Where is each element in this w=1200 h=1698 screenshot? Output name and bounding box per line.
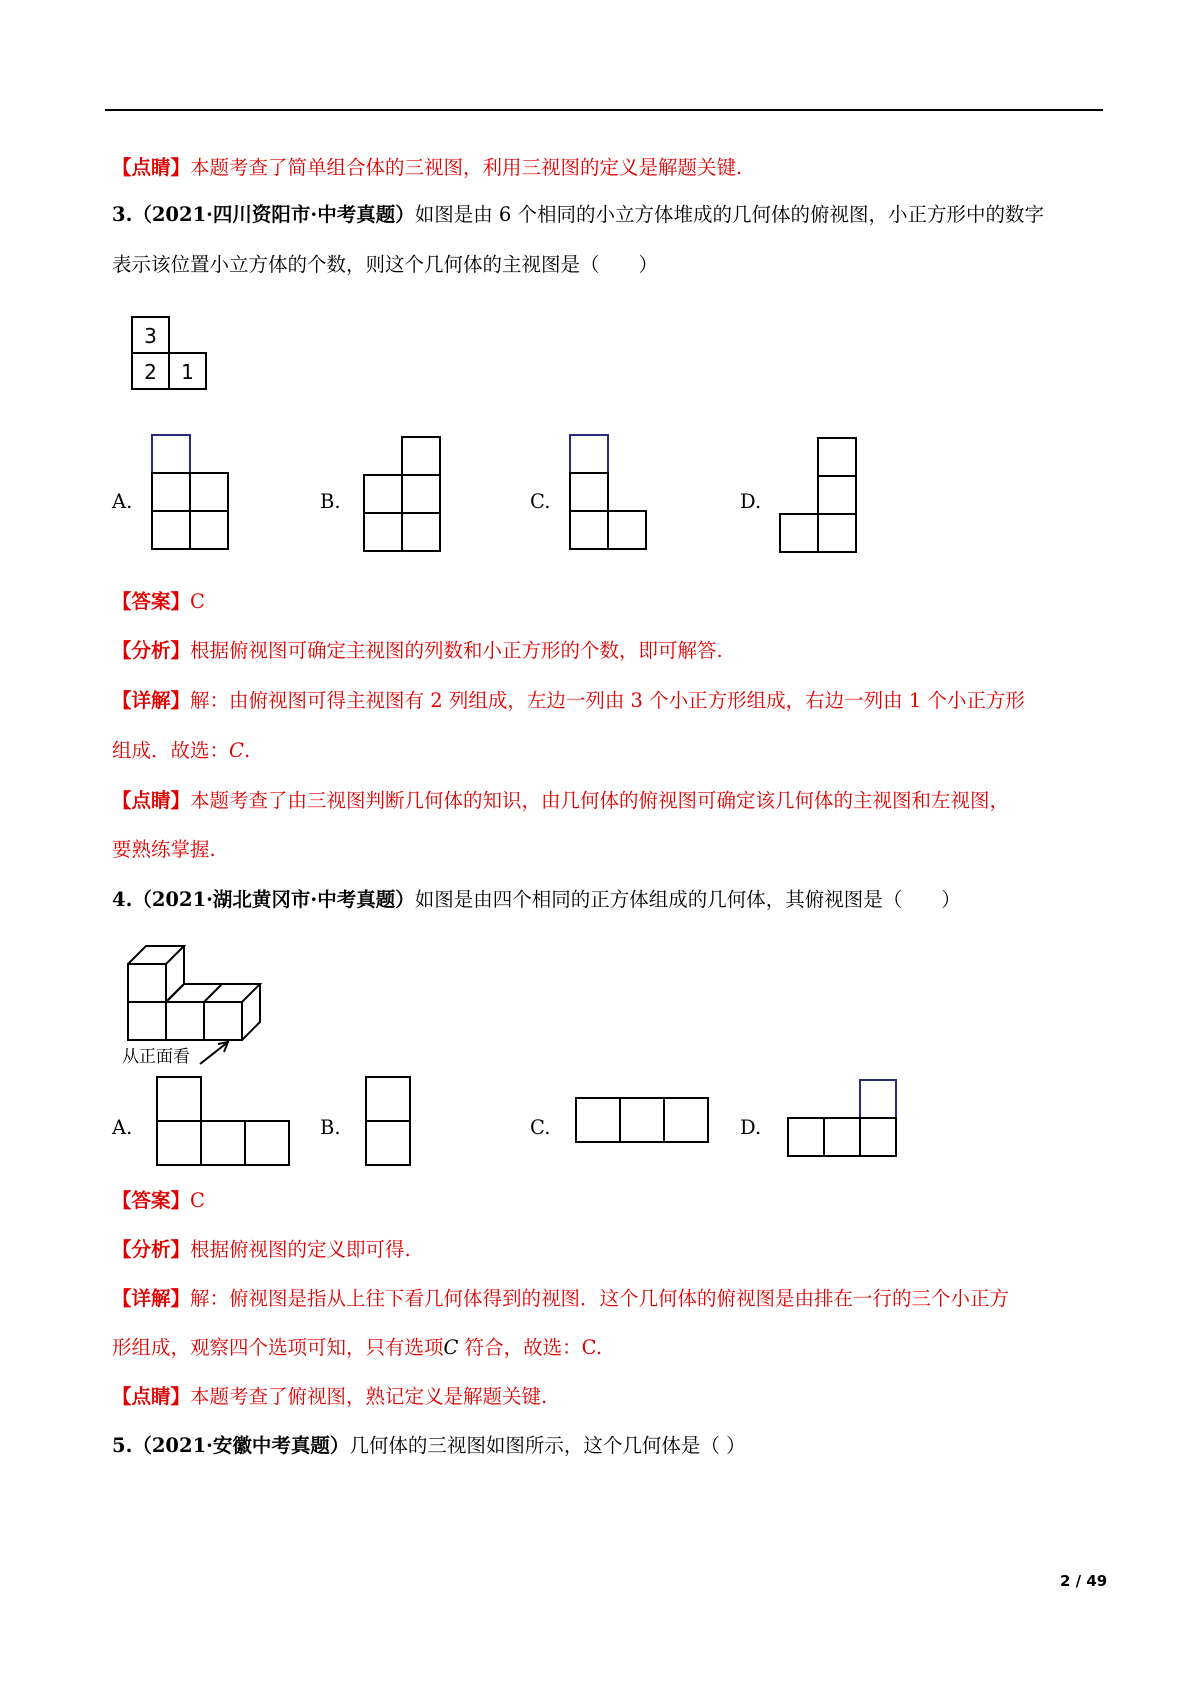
q4-cube-front-1 (128, 1002, 166, 1040)
q4-option-c-label: C. (530, 1116, 551, 1139)
q4-option-a-label: A. (112, 1116, 133, 1139)
page-number: 2 / 49 (1060, 1572, 1108, 1590)
q3-option-d-figure (778, 436, 858, 558)
q3-option-a-label: A. (112, 490, 133, 513)
q3-grid-cell-top: 3 (144, 324, 157, 348)
q3-option-c-figure (568, 433, 648, 555)
q3-detail-line1: 【详解】解：由俯视图可得主视图有 2 列组成，左边一列由 3 个小正方形组成，右边一列由 1 个小正方形 (112, 689, 1025, 712)
q4-option-d-label: D. (740, 1116, 762, 1139)
q4-option-b-label: B. (320, 1116, 341, 1139)
q3-option-b-figure (362, 435, 442, 557)
q3-note-line1: 【点睛】本题考查了由三视图判断几何体的知识，由几何体的俯视图可确定该几何体的主视图和左视图， (112, 789, 1010, 812)
q4-analysis: 【分析】根据俯视图的定义即可得. (112, 1238, 411, 1261)
q3-option-b-label: B. (320, 490, 341, 513)
header-rule (105, 109, 1103, 111)
q4-stem: 4.（2021·湖北黄冈市·中考真题）如图是由四个相同的正方体组成的几何体，其俯视图是（ ） (112, 888, 961, 911)
q4-option-a-figure (155, 1075, 295, 1175)
q3-answer: 【答案】C (112, 590, 205, 613)
q4-cube-front-3 (204, 1002, 242, 1040)
q3-note-line2: 要熟练掌握. (112, 838, 216, 861)
q4-option-d-figure (786, 1078, 906, 1178)
q3-stem-line2: 表示该位置小立方体的个数，则这个几何体的主视图是（ ） (112, 253, 659, 276)
q3-stem-line1: 3.（2021·四川资阳市·中考真题）如图是由 6 个相同的小立方体堆成的几何体的俯视图，小正方形中的数字 (112, 203, 1045, 226)
q3-grid-cell-bottom-right: 1 (181, 360, 194, 384)
q5-stem: 5.（2021·安徽中考真题）几何体的三视图如图所示，这个几何体是（ ） (112, 1434, 746, 1457)
q3-grid-cell-bottom-left: 2 (144, 360, 157, 384)
q4-option-c-figure (574, 1096, 714, 1146)
q3-option-c-label: C. (530, 490, 551, 513)
q4-option-b-figure (364, 1075, 414, 1175)
q4-figure-caption: 从正面看 (122, 1047, 190, 1067)
q3-top-view-figure (130, 315, 210, 395)
q4-cube-front-2 (166, 1002, 204, 1040)
q4-cube-front-top (128, 964, 166, 1002)
q3-option-a-figure (150, 433, 230, 555)
q4-solid-figure (120, 928, 280, 1068)
q3-detail-line2: 组成．故选：C. (112, 739, 251, 762)
q4-answer: 【答案】C (112, 1189, 205, 1212)
q3-analysis: 【分析】根据俯视图可确定主视图的列数和小正方形的个数，即可解答. (112, 639, 723, 662)
q4-detail-line1: 【详解】解：俯视图是指从上往下看几何体得到的视图．这个几何体的俯视图是由排在一行的三个小正方 (112, 1287, 1010, 1310)
q4-detail-line2: 形组成，观察四个选项可知，只有选项C 符合，故选：C. (112, 1336, 603, 1359)
q4-note: 【点睛】本题考查了俯视图，熟记定义是解题关键. (112, 1385, 548, 1408)
q3-option-d-label: D. (740, 490, 762, 513)
prev-note: 【点睛】本题考查了简单组合体的三视图，利用三视图的定义是解题关键. (112, 156, 743, 179)
